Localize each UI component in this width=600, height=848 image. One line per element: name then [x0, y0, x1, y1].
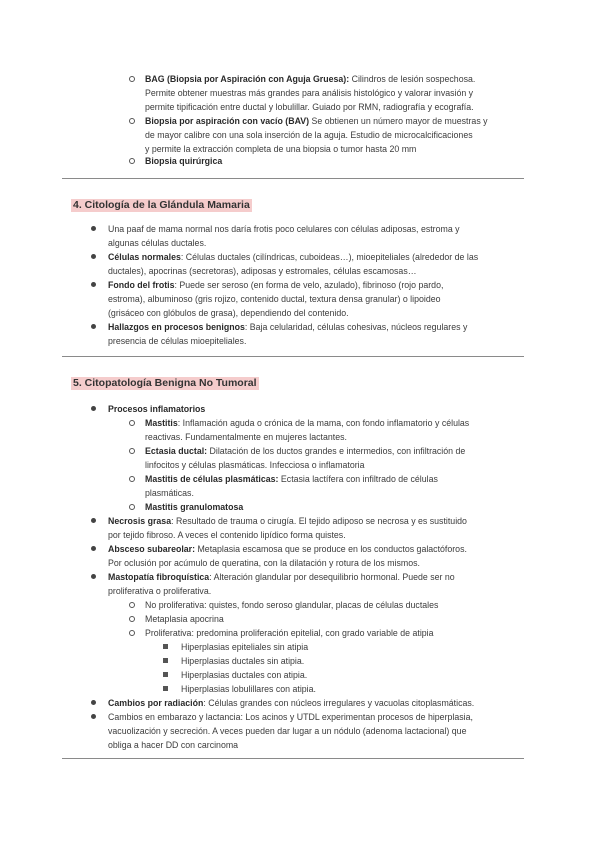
- section-5-heading: 5. Citopatología Benigna No Tumoral: [73, 377, 257, 389]
- mastitis-title: Mastitis: [145, 418, 178, 428]
- circle-bullet-icon: [129, 630, 135, 636]
- bullet-icon: [91, 574, 96, 579]
- no-proliferativa-item: No proliferativa: quistes, fondo seroso glandular, placas de células ductales: [145, 600, 439, 610]
- celulas-normales-item: [108, 250, 478, 264]
- bav-item: [145, 114, 488, 128]
- ectasia-title: Ectasia ductal:: [145, 446, 208, 456]
- bag-title: BAG (Biopsia por Aspiración con Aguja Gruesa):: [145, 74, 350, 84]
- mastopatia-line-2: proliferativa o proliferativa.: [108, 586, 212, 596]
- mastitis-plasmaticas-line-2: plasmáticas.: [145, 488, 194, 498]
- proliferativa-item: Proliferativa: predomina proliferación epitelial, con grado variable de atipia: [145, 628, 434, 638]
- absceso-subareolar-title: Absceso subareolar:: [108, 544, 196, 554]
- bav-text: Se obtienen un número mayor de muestras y: [309, 116, 488, 126]
- procesos-inflamatorios-title: Procesos inflamatorios: [108, 404, 206, 414]
- celulas-normales-text: : Células ductales (cilíndricas, cuboideas…), mioepiteliales (alrededor de las: [180, 252, 479, 262]
- mastitis-plasmaticas-item: [145, 472, 438, 486]
- hallazgos-benignos-title: Hallazgos en procesos benignos: [108, 322, 245, 332]
- s4-p1-line-2: algunas células ductales.: [108, 238, 207, 248]
- bag-line-2: Permite obtener muestras más grandes para análisis histológico y valorar invasión y: [145, 88, 474, 98]
- divider: [62, 356, 524, 357]
- absceso-subareolar-item: [108, 542, 467, 556]
- mastitis-granulomatosa-title: Mastitis granulomatosa: [145, 502, 244, 512]
- mastitis-line-2: reactivas. Fundamentalmente en mujeres lactantes.: [145, 432, 347, 442]
- fondo-frotis-line-3: (grisáceo con glóbulos de grasa), dependiendo del contenido.: [108, 308, 349, 318]
- bullet-icon: [91, 282, 96, 287]
- necrosis-grasa-item: [108, 514, 467, 528]
- hallazgos-benignos-line-2: presencia de células mioepiteliales.: [108, 336, 247, 346]
- circle-bullet-icon: [129, 616, 135, 622]
- mastitis-item: [145, 416, 469, 430]
- circle-bullet-icon: [129, 420, 135, 426]
- circle-bullet-icon: [129, 504, 135, 510]
- absceso-subareolar-text: Metaplasia escamosa que se produce en los conductos galactóforos.: [195, 544, 467, 554]
- bullet-icon: [91, 226, 96, 231]
- hallazgos-benignos-item: [108, 320, 467, 334]
- s4-p1-line-1: Una paaf de mama normal nos daría frotis poco celulares con células adiposas, estroma y: [108, 224, 460, 234]
- mastopatia-item: [108, 570, 455, 584]
- ectasia-text: Dilatación de los ductos grandes e intermedios, con infiltración de: [207, 446, 466, 456]
- bav-line-3: y permite la extracción completa de una biopsia o tumor hasta 20 mm: [145, 144, 417, 154]
- metaplasia-apocrina-item: Metaplasia apocrina: [145, 614, 224, 624]
- fondo-frotis-item: [108, 278, 443, 292]
- ectasia-item: [145, 444, 465, 458]
- bullet-icon: [91, 254, 96, 259]
- circle-bullet-icon: [129, 602, 135, 608]
- bag-line-3: permite tipificación entre ductal y lobulillar. Guiado por RMN, radiografía y ecografía.: [145, 102, 474, 112]
- mastopatia-text: : Alteración glandular por desequilibrio hormonal. Puede ser no: [209, 572, 455, 582]
- embarazo-line-2: vacuolización y secreción. A veces pueden dar lugar a un nódulo (adenoma lactacional) que: [108, 726, 467, 736]
- embarazo-line-3: obliga a hacer DD con carcinoma: [108, 740, 239, 750]
- circle-bullet-icon: [129, 448, 135, 454]
- divider: [62, 178, 524, 179]
- fondo-frotis-line-2: estroma), albuminoso (gris rojizo, contenido ductal, textura densa granular) o lipoideo: [108, 294, 441, 304]
- hiperplasia-item-1: Hiperplasias epiteliales sin atipia: [181, 642, 309, 652]
- mastitis-granulomatosa-item: [145, 500, 243, 514]
- circle-bullet-icon: [129, 476, 135, 482]
- bullet-icon: [91, 518, 96, 523]
- mastitis-plasmaticas-text: Ectasia lactífera con infiltrado de células: [278, 474, 438, 484]
- hiperplasia-item-2: Hiperplasias ductales sin atipia.: [181, 656, 305, 666]
- mastopatia-title: Mastopatía fibroquística: [108, 572, 210, 582]
- cambios-radiacion-title: Cambios por radiación: [108, 698, 204, 708]
- ectasia-line-2: linfocitos y células plasmáticas. Infecciosa o inflamatoria: [145, 460, 365, 470]
- procesos-inflamatorios-item: [108, 402, 205, 416]
- bav-line-2: de mayor calibre con una sola inserción de la aguja. Estudio de microcalcificaciones: [145, 130, 473, 140]
- square-bullet-icon: [163, 686, 168, 691]
- cambios-radiacion-text: : Células grandes con núcleos irregulares y vacuolas citoplasmáticas.: [203, 698, 475, 708]
- circle-bullet-icon: [129, 158, 135, 164]
- circle-bullet-icon: [129, 118, 135, 124]
- quirurgica-item: [145, 154, 222, 168]
- celulas-normales-line-2: ductales), apocrinas (secretoras), adiposas y estromales, células escamosas…: [108, 266, 417, 276]
- necrosis-grasa-title: Necrosis grasa: [108, 516, 172, 526]
- hiperplasia-item-4: Hiperplasias lobulillares con atipia.: [181, 684, 316, 694]
- celulas-normales-title: Células normales: [108, 252, 181, 262]
- bag-text: Cilindros de lesión sospechosa.: [349, 74, 476, 84]
- square-bullet-icon: [163, 672, 168, 677]
- cambios-radiacion-item: [108, 696, 474, 710]
- bullet-icon: [91, 700, 96, 705]
- bullet-icon: [91, 714, 96, 719]
- bav-title: Biopsia por aspiración con vacío (BAV): [145, 116, 310, 126]
- fondo-frotis-title: Fondo del frotis: [108, 280, 175, 290]
- bullet-icon: [91, 406, 96, 411]
- bullet-icon: [91, 324, 96, 329]
- circle-bullet-icon: [129, 76, 135, 82]
- mastitis-plasmaticas-title: Mastitis de células plasmáticas:: [145, 474, 279, 484]
- necrosis-grasa-text: : Resultado de trauma o cirugía. El tejido adiposo se necrosa y es sustituido: [171, 516, 467, 526]
- necrosis-grasa-line-2: por tejido fibroso. A veces el contenido lipídico forma quistes.: [108, 530, 346, 540]
- mastitis-text: : Inflamación aguda o crónica de la mama, con fondo inflamatorio y células: [177, 418, 470, 428]
- quirurgica-title: Biopsia quirúrgica: [145, 156, 223, 166]
- square-bullet-icon: [163, 644, 168, 649]
- square-bullet-icon: [163, 658, 168, 663]
- hallazgos-benignos-text: : Baja celularidad, células cohesivas, núcleos regulares y: [244, 322, 468, 332]
- hiperplasia-item-3: Hiperplasias ductales con atipia.: [181, 670, 308, 680]
- bullet-icon: [91, 546, 96, 551]
- section-4-heading: 4. Citología de la Glándula Mamaria: [73, 199, 250, 211]
- fondo-frotis-text: : Puede ser seroso (en forma de velo, azulado), fibrinoso (rojo pardo,: [174, 280, 444, 290]
- embarazo-line-1: Cambios en embarazo y lactancia: Los acinos y UTDL experimentan procesos de hiperplasia,: [108, 712, 473, 722]
- absceso-subareolar-line-2: Por oclusión por acúmulo de queratina, con la dilatación y rotura de los mismos.: [108, 558, 420, 568]
- bag-item: [145, 72, 475, 86]
- divider: [62, 758, 524, 759]
